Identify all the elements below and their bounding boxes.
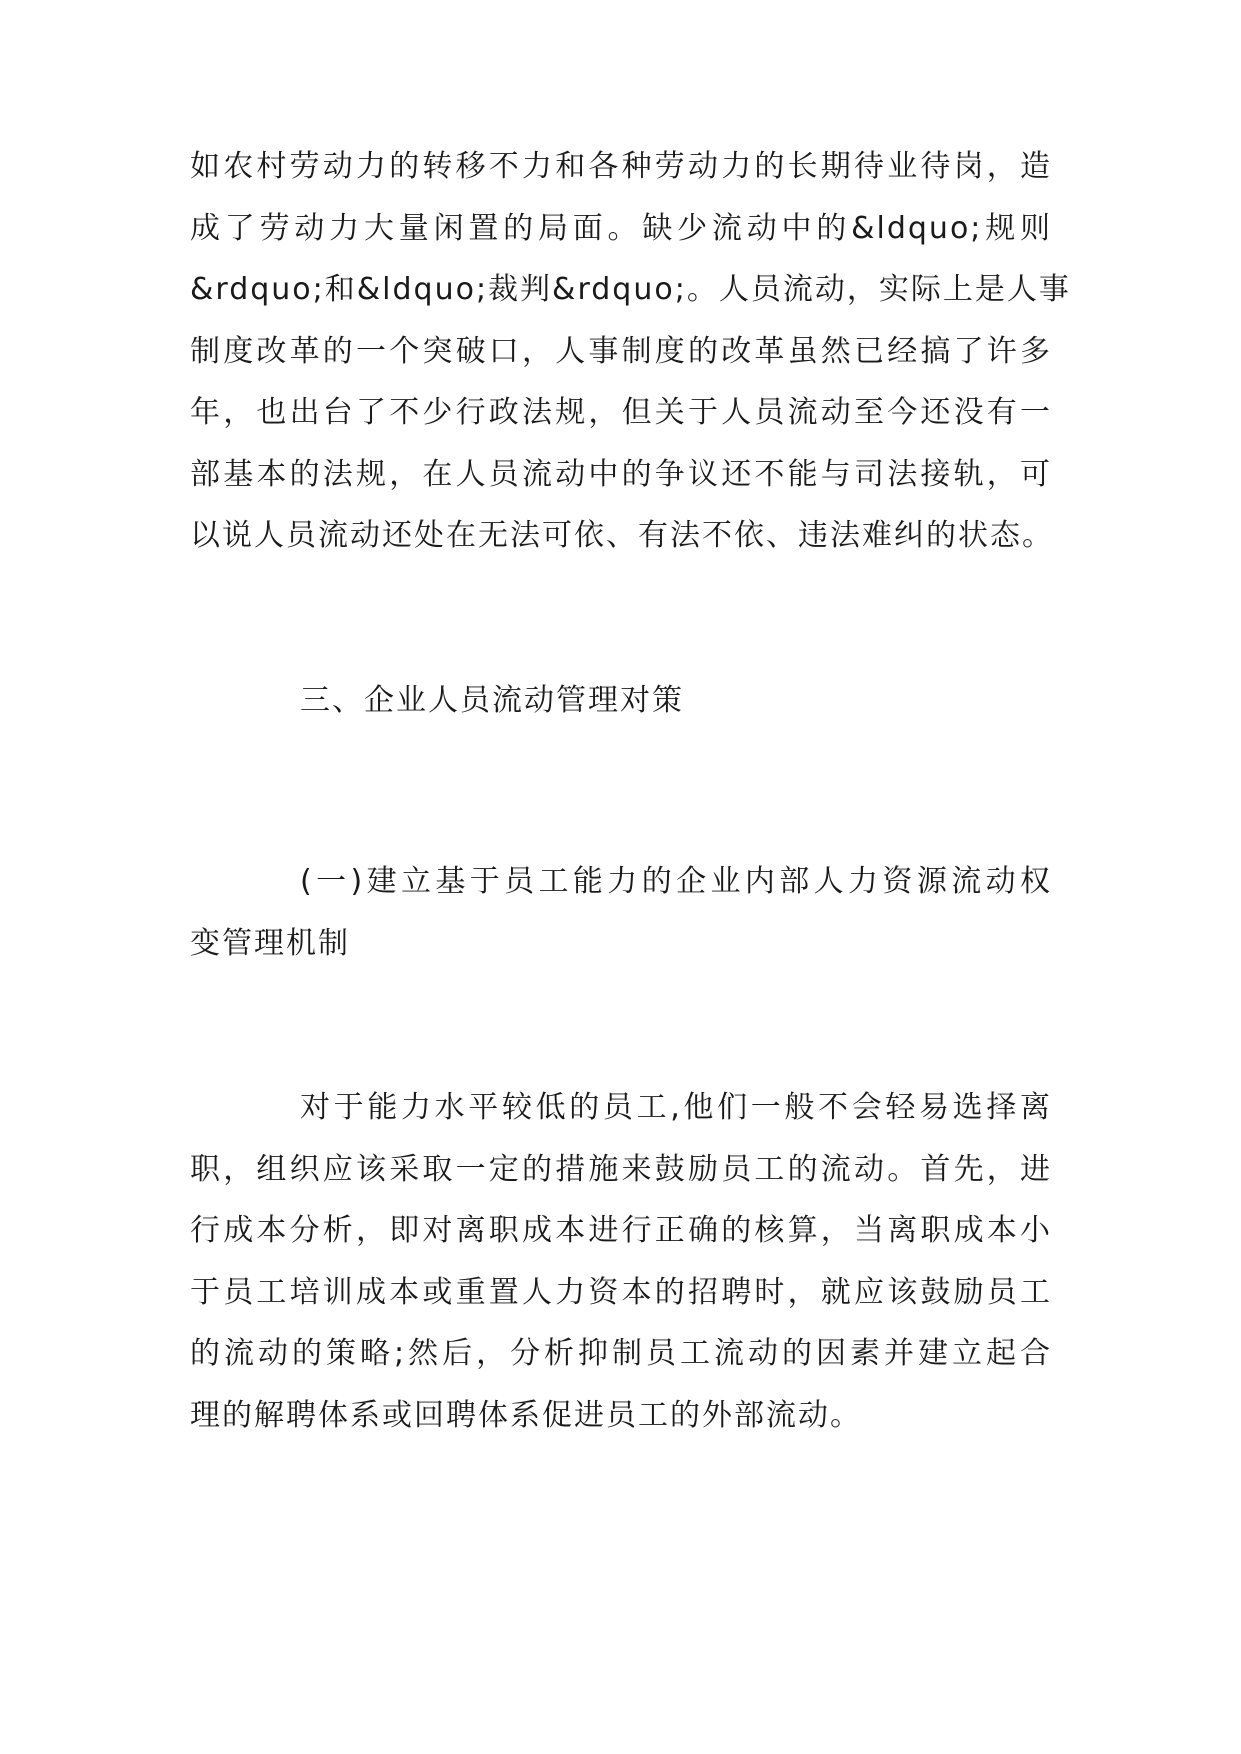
- paragraph-line: 于员工培训成本或重置人力资本的招聘时，就应该鼓励员工: [190, 1274, 1052, 1310]
- paragraph-line: 制度改革的一个突破口，人事制度的改革虽然已经搞了许多: [190, 333, 1052, 369]
- section-heading: 三、企业人员流动管理对策: [300, 683, 684, 718]
- paragraph-line: 职，组织应该采取一定的措施来鼓励员工的流动。首先，进: [190, 1151, 1052, 1187]
- paragraph-line: 如农村劳动力的转移不力和各种劳动力的长期待业待岗，造: [190, 149, 1052, 184]
- paragraph-line: 年，也出台了不少行政法规，但关于人员流动至今还没有一: [190, 395, 1052, 430]
- subheading-line: (一)建立基于员工能力的企业内部人力资源流动权: [300, 864, 1052, 899]
- paragraph-line: 成了劳动力大量闲置的局面。缺少流动中的&ldquo;规则: [190, 210, 1052, 246]
- paragraph-low-ability-employees: [190, 1077, 1052, 1446]
- paragraph-line: 的流动的策略;然后，分析抑制员工流动的因素并建立起合: [190, 1336, 1052, 1371]
- paragraph-line: 以说人员流动还处在无法可依、有法不依、违法难纠的状态。: [190, 518, 1054, 553]
- paragraph-line: 部基本的法规，在人员流动中的争议还不能与司法接轨，可: [190, 456, 1052, 492]
- subheading-line: 变管理机制: [190, 925, 350, 961]
- paragraph-labor-mobility: [190, 136, 1071, 567]
- paragraph-line: &rdquo;和&ldquo;裁判&rdquo;。人员流动，实际上是人事: [190, 272, 1071, 307]
- paragraph-line: 行成本分析，即对离职成本进行正确的核算，当离职成本小: [190, 1213, 1052, 1248]
- paragraph-line: 理的解聘体系或回聘体系促进员工的外部流动。: [190, 1397, 862, 1433]
- subsection-heading: [190, 851, 1052, 974]
- paragraph-line: 对于能力水平较低的员工,他们一般不会轻易选择离: [300, 1090, 1052, 1125]
